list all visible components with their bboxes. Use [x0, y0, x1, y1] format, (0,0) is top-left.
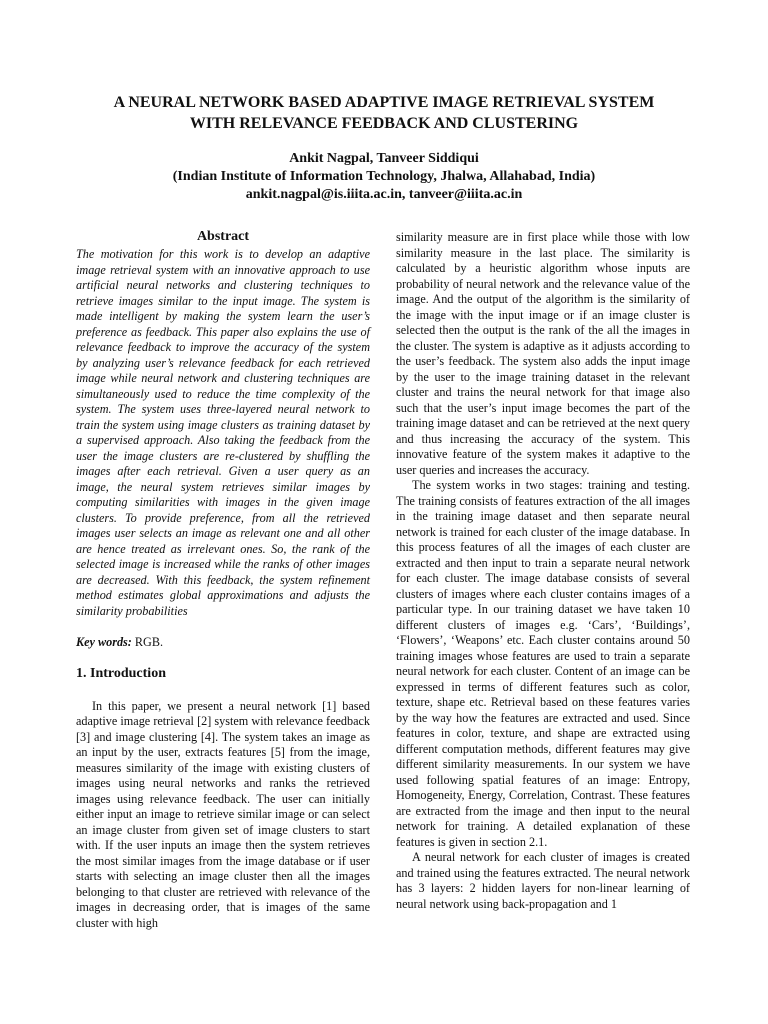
introduction-paragraph-1: In this paper, we present a neural network [1] based adaptive image retrieval [2] system with relevance feedback [3] and image clustering [4]. The system takes an image as an input by the user, extracts features [5] from the image, measures similarity of the image with existing clusters of images using neural networks and ranks the retrieved images using relevance feedback. The user can initially either input an image to retrieve similar image or can select an image cluster from given set of image clusters to start with. If the user inputs an image then the system retrieves the most similar images from the image database or if user starts with selecting an image cluster then all the images belonging to that cluster are retrieved with relevance of the images in decreasing order, that is images of the same cluster with high	[76, 698, 370, 930]
keywords-label: Key words:	[76, 635, 132, 649]
keywords	[76, 635, 370, 651]
right-paragraph-2: The system works in two stages: training and testing. The training consists of features extraction of the all images in the training image dataset and then separate neural network is trained for each cluster of the image database. In this process features of all the images of each cluster are extracted and then input to train a separate neural network for each cluster. The image database consists of several clusters of images where each cluster contains images of a particular type. In our training dataset we have taken 10 different clusters of images e.g. ‘Cars’, ‘Buildings’, ‘Flowers’, ‘Weapons’ etc. Each cluster contains around 50 training images whose features are used to train a separate neural network for each cluster. Content of an image can be expressed in terms of different features such as color, texture, shape etc. Retrieval based on these features varies by the way how the features are extracted and used. Since features in color, texture, and shape are extracted using different computation methods, different features may give different similarity measurements. In our system we have used following spatial features of an image: Entropy, Homogeneity, Energy, Correlation, Contrast. These features are extracted from the image and then input to the neural network for training. A detailed explanation of these features is given in section 2.1.	[396, 478, 690, 849]
abstract-heading: Abstract	[196, 229, 250, 244]
author-affiliation: (Indian Institute of Information Technology, Jhalwa, Allahabad, India)	[172, 169, 596, 184]
right-paragraph-3: A neural network for each cluster of images is created and trained using the features extracted. The neural network has 3 layers: 2 hidden layers for non-linear learning of neural network using back-propagation and 1	[396, 850, 690, 911]
author-names: Ankit Nagpal, Tanveer Siddiqui	[289, 151, 479, 166]
paper-title	[40, 92, 728, 134]
right-paragraph-1: similarity measure are in first place while those with low similarity measure in the last place. The similarity is calculated by a heuristic algorithm whose inputs are probability of neural network and the relevance value of the image. And the output of the algorithm is the similarity of the image with the input image or if an image cluster is selected then the output is the rank of the all the images in the cluster. The system is adaptive as it adjusts according to the user’s feedback. The system also adds the input image by the user to the image training dataset in the relevant cluster and trains the neural network for that image also such that the user’s input image becomes the part of the training image dataset and can be retrieved at the next query and thus increasing the accuracy of the system. This innovative feature of the system makes it adaptive to the user queries and increases the accuracy.	[396, 230, 690, 477]
introduction-heading: 1. Introduction	[76, 665, 166, 681]
title-line-2: WITH RELEVANCE FEEDBACK AND CLUSTERING	[189, 115, 579, 132]
author-block	[40, 150, 728, 204]
abstract-body: The motivation for this work is to develop an adaptive image retrieval system with an innovative approach to use artificial neural networks and clustering techniques to retrieve images similar to the input image. The system is made intelligent by making the system learn the user’s preference as feedback. This paper also explains the use of relevance feedback to improve the accuracy of the system by analyzing user’s relevance feedback for each retrieved image while neural network and clustering techniques are simultaneously used to reduce the time complexity of the system. The system uses three-layered neural network to train the system using image clusters as training dataset by a supervised approach. Also taking the feedback from the user the image clusters are re-clustered by shuffling the images after each retrieval. Given a user query as an image, the neural system retrieves similar images by computing similarities with images in the given image clusters. To provide preference, from all the retrieved images user selects an image as relevant one and all other are hence treated as irrelevant ones. So, the rank of the selected image is increased while the ranks of other images are decreased. With this feedback, the system refinement method estimates global approximations and adjusts the similarity probabilities	[76, 247, 370, 618]
keywords-value: RGB.	[131, 635, 164, 649]
title-line-1: A NEURAL NETWORK BASED ADAPTIVE IMAGE RETRIEVAL SYSTEM	[113, 94, 655, 111]
right-column	[396, 230, 690, 912]
left-column	[76, 228, 370, 931]
author-emails: ankit.nagpal@is.iiita.ac.in, tanveer@iiita.ac.in	[245, 187, 523, 202]
